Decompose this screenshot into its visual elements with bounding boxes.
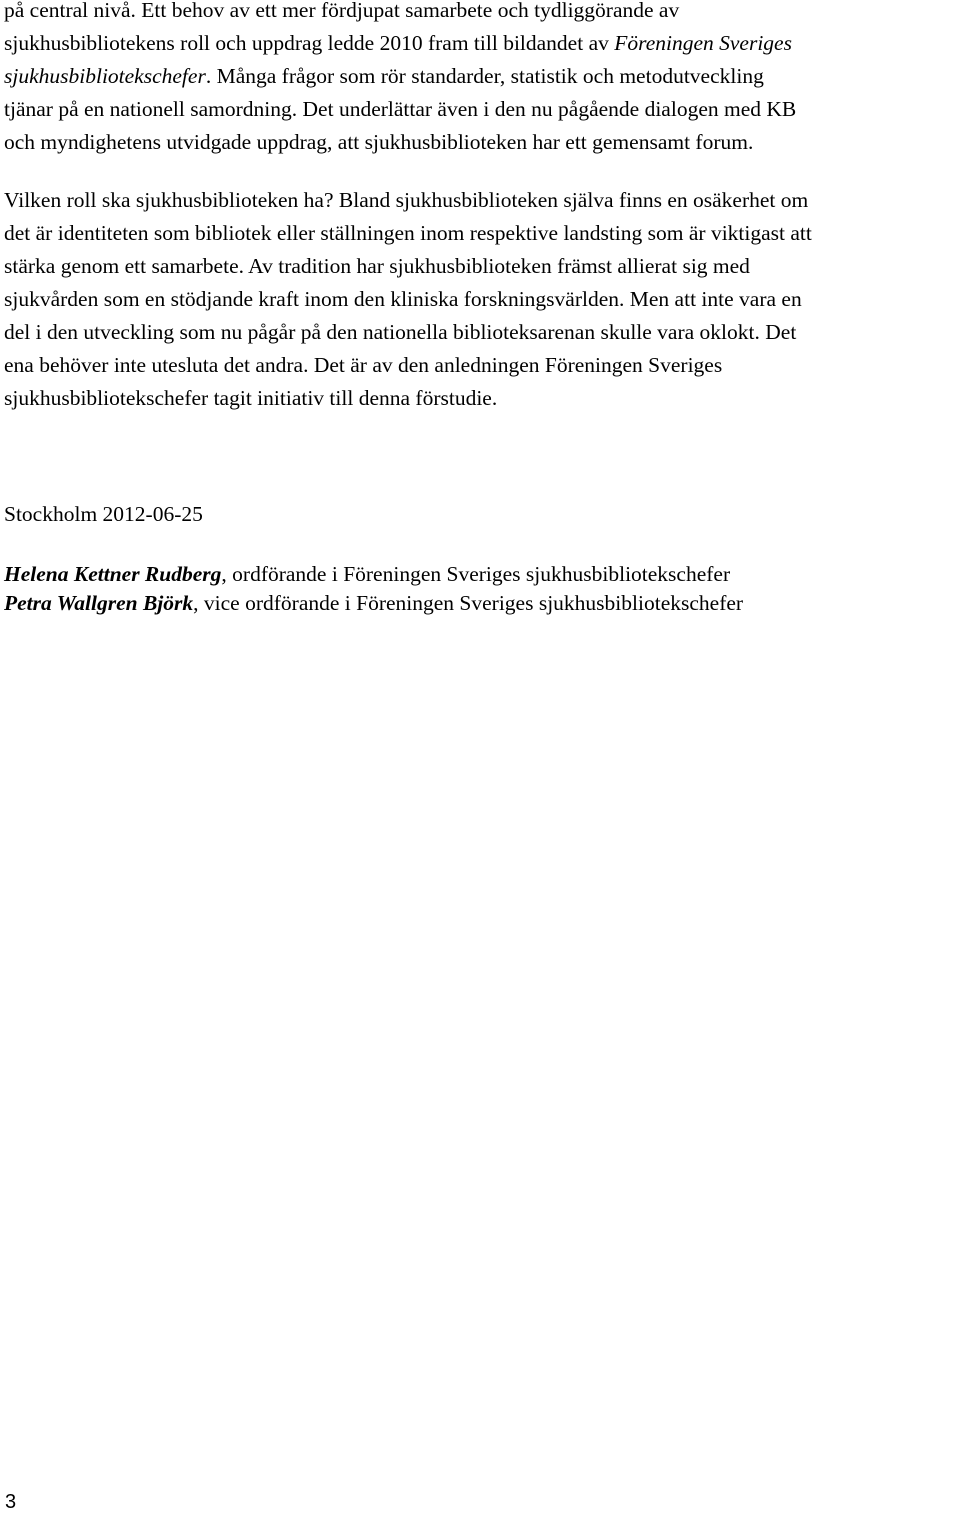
text-line [4, 27, 960, 60]
association-name-italic: Föreningen Sveriges [614, 31, 792, 55]
signature-vice-chair [4, 588, 743, 618]
paragraph-role-question [4, 184, 960, 415]
text-line: tjänar på en nationell samordning. Det underlättar även i den nu pågående dialogen med KB [4, 97, 797, 121]
text-line: sjukvården som en stödjande kraft inom den kliniska forskningsvärlden. Men att inte vara en [4, 287, 802, 311]
signature-chair [4, 559, 730, 589]
signatory-name: Petra Wallgren Björk [4, 591, 194, 615]
page-number: 3 [5, 1491, 17, 1513]
signatory-role: , ordförande i Föreningen Sveriges sjukhusbibliotekschefer [221, 562, 731, 586]
text-line [4, 60, 960, 93]
text-line: Vilken roll ska sjukhusbiblioteken ha? Bland sjukhusbiblioteken själva finns en osäkerhet om [4, 188, 809, 212]
text-span: . Många frågor som rör standarder, statistik och metodutveckling [205, 64, 764, 88]
text-line: ena behöver inte utesluta det andra. Det är av den anledningen Föreningen Sveriges [4, 353, 723, 377]
text-line: det är identiteten som bibliotek eller ställningen inom respektive landsting som är viktigast att [4, 221, 812, 245]
text-line: sjukhusbibliotekschefer tagit initiativ till denna förstudie. [4, 386, 498, 410]
text-line: stärka genom ett samarbete. Av tradition har sjukhusbiblioteken främst allierat sig med [4, 254, 750, 278]
text-span: sjukhusbibliotekens roll och uppdrag ledde 2010 fram till bildandet av [4, 31, 615, 55]
association-name-italic: sjukhusbibliotekschefer [4, 64, 206, 88]
text-line: och myndighetens utvidgade uppdrag, att sjukhusbiblioteken har ett gemensamt forum. [4, 130, 754, 154]
place-and-date: Stockholm 2012-06-25 [4, 502, 203, 526]
text-line: på central nivå. Ett behov av ett mer fördjupat samarbete och tydliggörande av [4, 0, 680, 22]
signatory-name: Helena Kettner Rudberg [4, 562, 222, 586]
signatory-role: , vice ordförande i Föreningen Sveriges sjukhusbibliotekschefer [193, 591, 744, 615]
paragraph-association-background [4, 0, 960, 159]
text-line: del i den utveckling som nu pågår på den nationella biblioteksarenan skulle vara oklokt. Det [4, 320, 797, 344]
